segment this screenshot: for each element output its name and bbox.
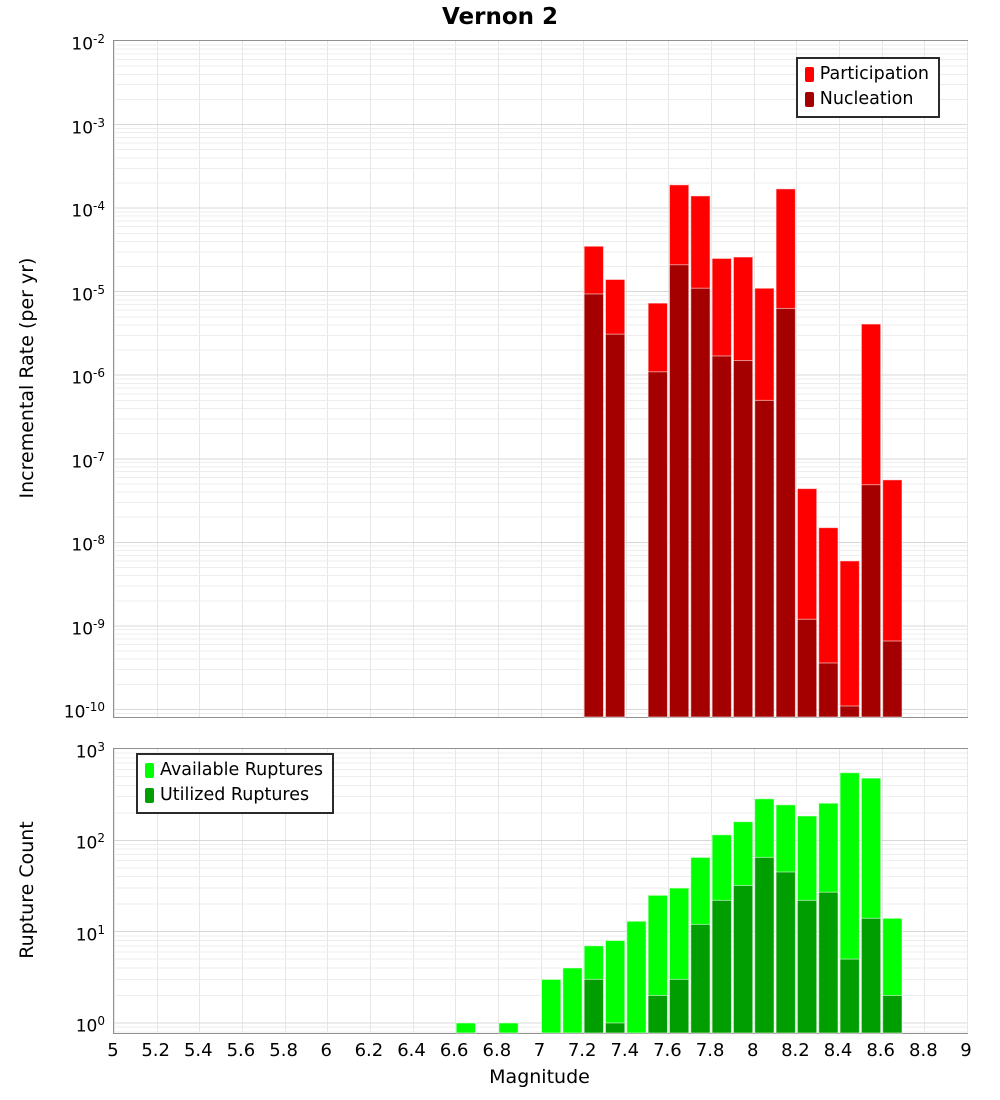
legend-item-available xyxy=(145,760,323,780)
legend-item-nucleation xyxy=(805,89,929,109)
y-tick-label: $10^0$ xyxy=(75,1013,105,1037)
utilized-bar xyxy=(605,1023,624,1033)
utilized-bar xyxy=(840,959,859,1033)
x-tick-label: 7.4 xyxy=(610,1040,640,1061)
utilized-bar xyxy=(755,857,774,1033)
x-tick-label: 8.2 xyxy=(781,1040,810,1061)
x-tick-label: 5.6 xyxy=(226,1040,256,1061)
utilized-bar xyxy=(861,918,880,1033)
y-tick-label: $10^{-10}$ xyxy=(63,700,105,724)
utilized-bar xyxy=(648,995,667,1033)
nucleation-bar xyxy=(605,334,624,717)
y-tick-label: $10^1$ xyxy=(75,922,105,946)
y-tick-label: $10^{-9}$ xyxy=(71,616,105,640)
x-tick-label: 5 xyxy=(107,1040,119,1061)
nucleation-bar xyxy=(861,485,880,717)
utilized-bar xyxy=(691,924,710,1033)
utilized-bar xyxy=(712,900,731,1033)
x-tick-label: 7 xyxy=(533,1040,546,1061)
y-tick-label: $10^{-6}$ xyxy=(71,366,105,389)
y-tick-label: $10^{-4}$ xyxy=(71,199,105,222)
x-tick-label: 6.6 xyxy=(439,1040,469,1061)
nucleation-bar xyxy=(733,361,752,717)
count-plot-area xyxy=(113,748,968,1034)
x-tick-label: 7.8 xyxy=(695,1040,725,1061)
available-bar xyxy=(456,1023,475,1033)
x-tick-label: 7.6 xyxy=(653,1040,682,1061)
nucleation-bar xyxy=(883,641,902,717)
utilized-bar xyxy=(776,872,795,1033)
nucleation-bar xyxy=(797,619,816,717)
x-tick-label: 6.8 xyxy=(482,1040,512,1061)
rate-chart-canvas xyxy=(114,41,967,717)
x-tick-label: 9 xyxy=(960,1040,972,1061)
nucleation-bar xyxy=(755,400,774,717)
x-tick-label: 5.4 xyxy=(183,1040,213,1061)
available-bar xyxy=(499,1023,518,1033)
legend-label-participation: Participation xyxy=(819,64,929,84)
legend-item-participation xyxy=(805,64,929,84)
available-bar xyxy=(563,968,582,1033)
y-tick-label: $10^{-7}$ xyxy=(71,449,105,473)
available-swatch-icon xyxy=(145,763,154,778)
x-tick-label: 7.2 xyxy=(567,1040,597,1061)
nucleation-bar xyxy=(819,663,838,717)
nucleation-bar xyxy=(584,294,603,717)
utilized-bar xyxy=(669,979,688,1033)
rate-legend xyxy=(796,57,940,118)
bottom-y-axis-title: Rupture Count xyxy=(16,821,38,959)
participation-bar xyxy=(840,561,859,717)
nucleation-bar xyxy=(669,265,688,717)
nucleation-bar xyxy=(691,288,710,717)
y-tick-label: $10^{-8}$ xyxy=(71,533,105,557)
x-tick-label: 6 xyxy=(320,1040,332,1061)
rate-plot-area xyxy=(113,40,968,718)
chart-title: Vernon 2 xyxy=(441,4,559,30)
legend-label-utilized: Utilized Ruptures xyxy=(160,785,310,805)
y-tick-label: $10^3$ xyxy=(75,740,105,763)
x-tick-label: 8 xyxy=(747,1040,759,1061)
participation-swatch-icon xyxy=(805,67,814,82)
utilized-bar xyxy=(733,886,752,1033)
x-tick-label: 6.2 xyxy=(354,1040,384,1061)
nucleation-swatch-icon xyxy=(805,92,814,107)
available-bar xyxy=(542,979,561,1033)
x-tick-label: 8.8 xyxy=(909,1040,938,1061)
nucleation-bar xyxy=(712,356,731,717)
available-bar xyxy=(605,940,624,1033)
utilized-bar xyxy=(797,900,816,1033)
nucleation-bar xyxy=(840,706,859,717)
legend-label-nucleation: Nucleation xyxy=(819,89,914,109)
utilized-bar xyxy=(584,979,603,1033)
x-tick-label: 5.8 xyxy=(269,1040,298,1061)
y-tick-label: $10^{-2}$ xyxy=(71,32,105,55)
x-tick-label: 6.4 xyxy=(397,1040,426,1061)
count-legend xyxy=(136,753,334,814)
y-tick-label: $10^{-3}$ xyxy=(71,115,105,139)
y-tick-label: $10^{-5}$ xyxy=(71,282,105,306)
nucleation-bar xyxy=(776,308,795,717)
x-axis-title: Magnitude xyxy=(489,1066,590,1088)
utilized-swatch-icon xyxy=(145,788,154,803)
x-tick-label: 5.2 xyxy=(141,1040,170,1061)
x-tick-label: 8.4 xyxy=(823,1040,853,1061)
top-y-axis-title: Incremental Rate (per yr) xyxy=(16,257,38,499)
utilized-bar xyxy=(819,892,838,1033)
y-tick-label: $10^2$ xyxy=(75,831,105,854)
legend-item-utilized xyxy=(145,785,323,805)
legend-label-available: Available Ruptures xyxy=(160,760,323,780)
available-bar xyxy=(627,921,646,1033)
x-tick-label: 8.6 xyxy=(866,1040,895,1061)
nucleation-bar xyxy=(648,372,667,717)
utilized-bar xyxy=(883,995,902,1033)
